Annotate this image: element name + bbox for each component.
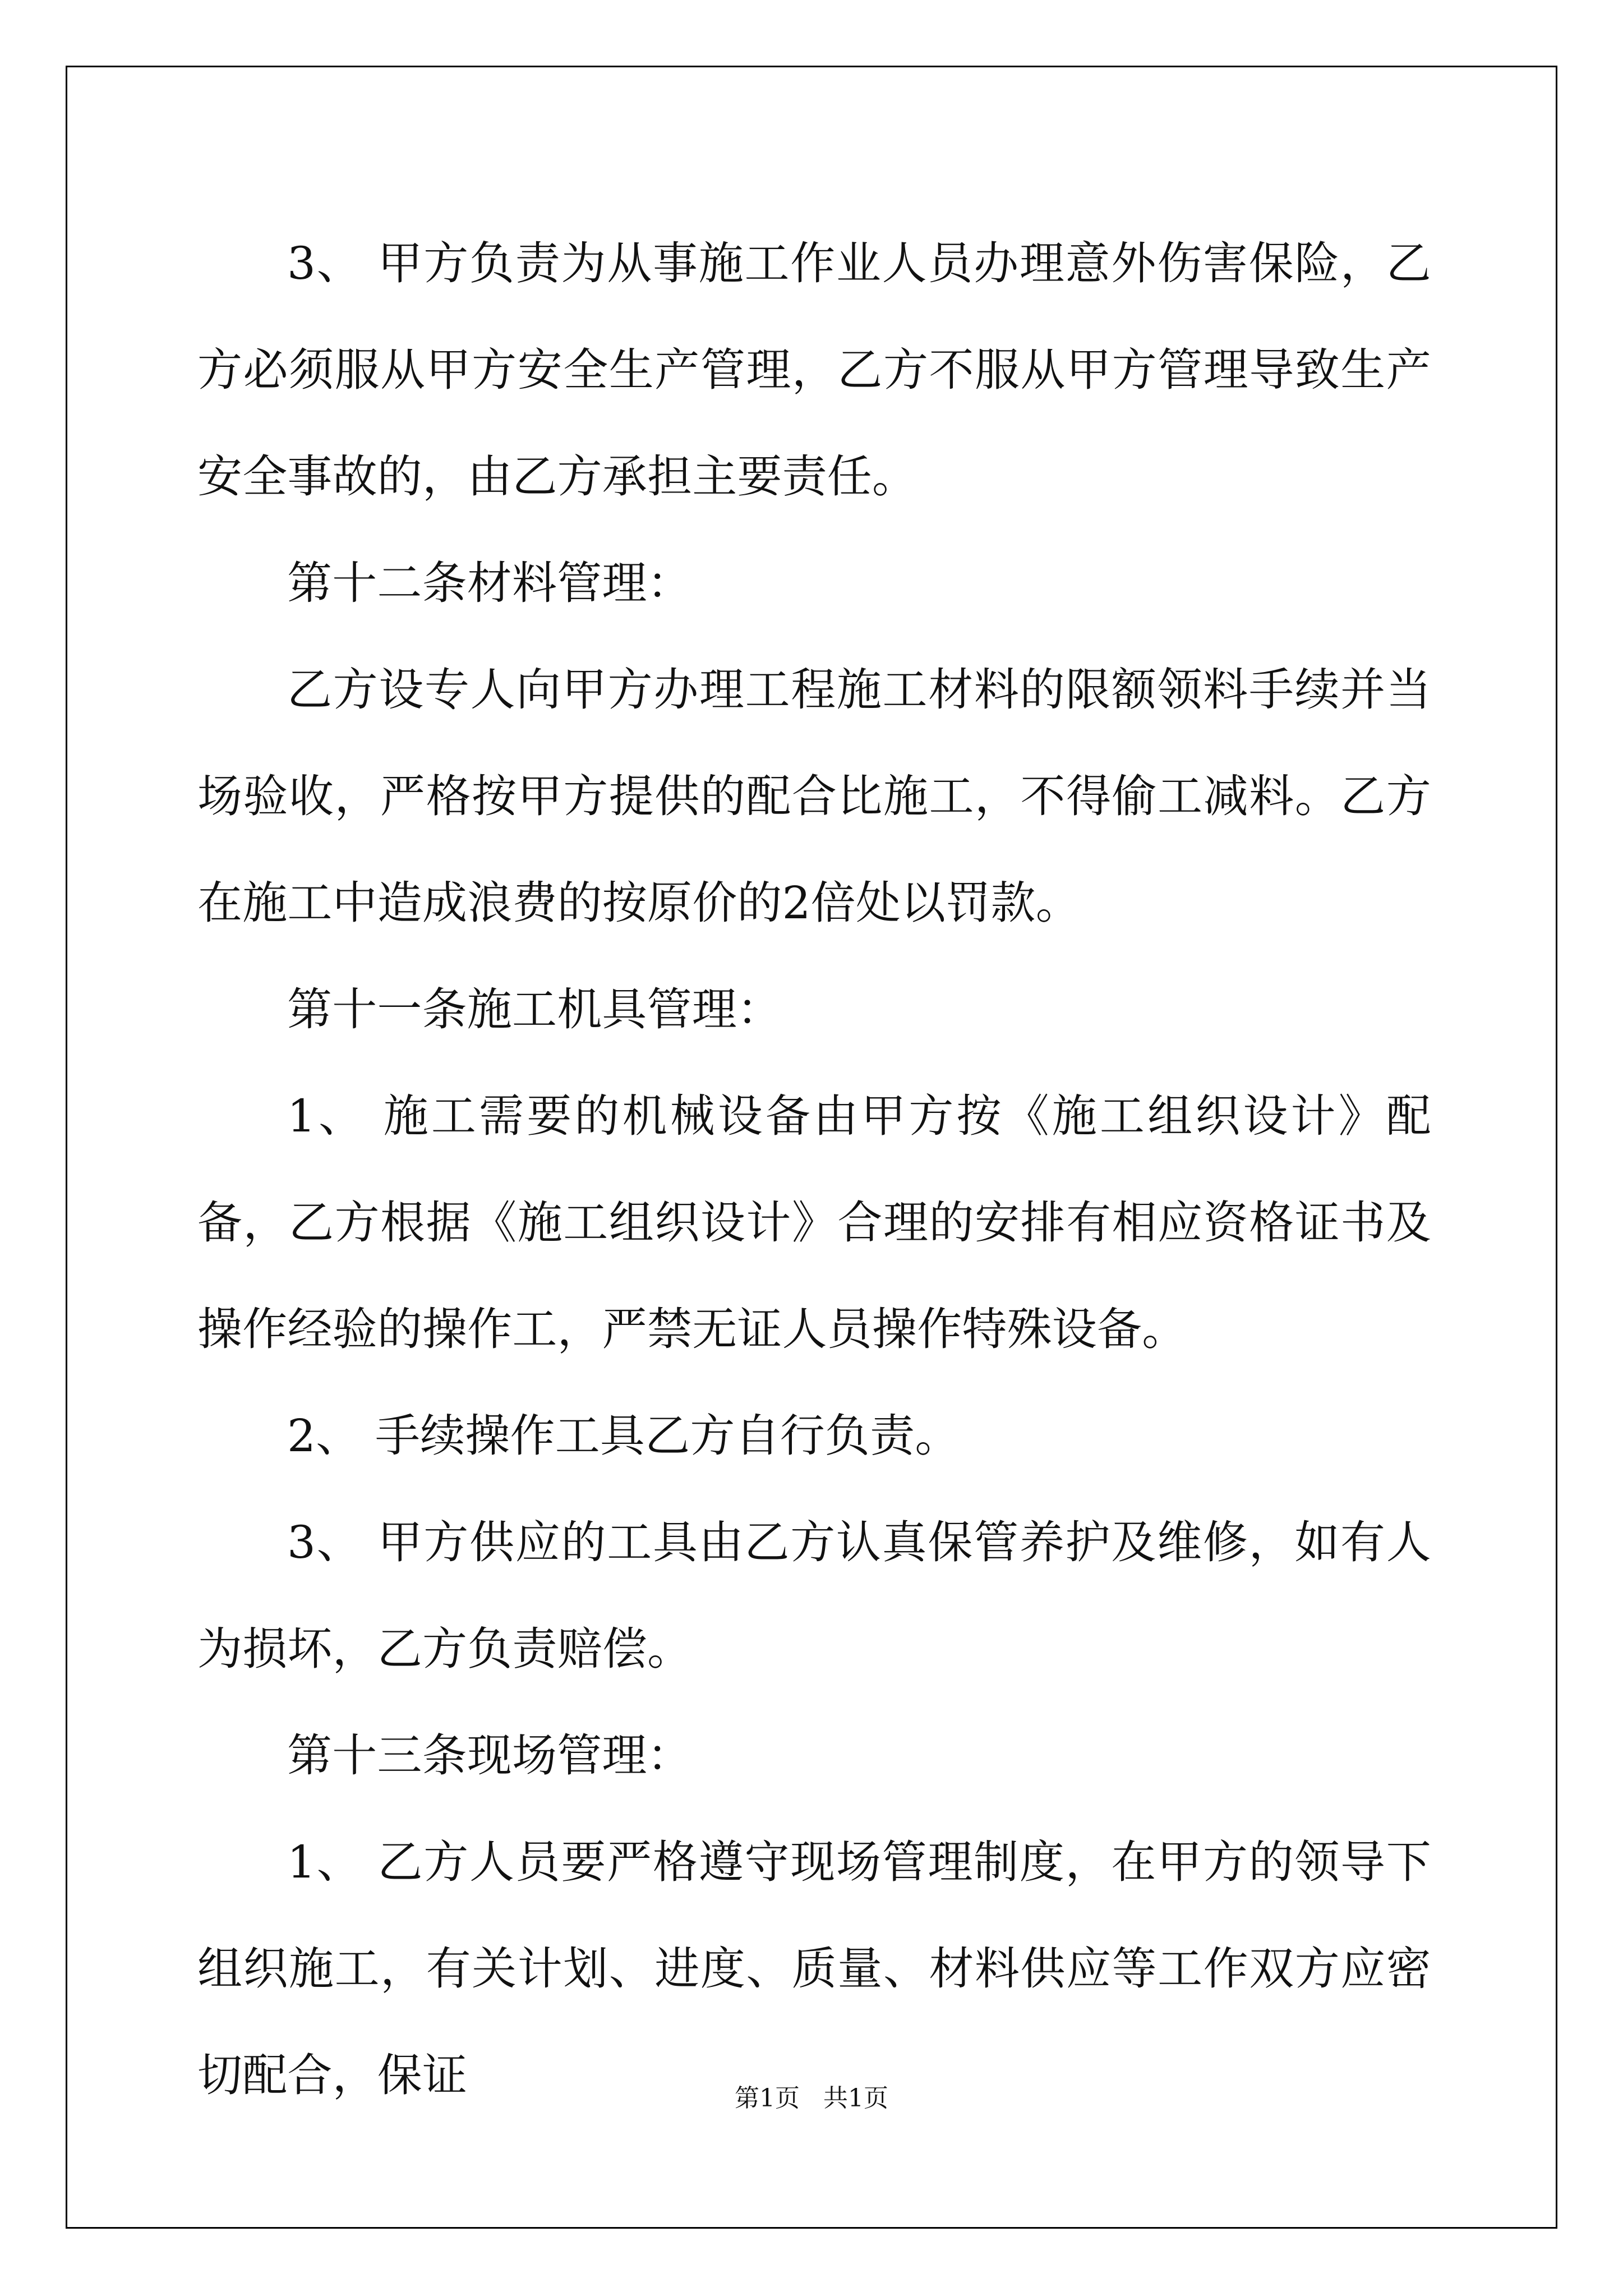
paragraph-materials: 乙方设专人向甲方办理工程施工材料的限额领料手续并当场验收，严格按甲方提供的配合比施工，不得偷工减料。乙方在施工中造成浪费的按原价的2倍处以罚款。 [197, 664, 1431, 929]
heading-article-11: 第十一条施工机具管理： [287, 983, 782, 1036]
heading-article-13: 第十三条现场管理： [287, 1729, 692, 1782]
page-number: 第1页 [735, 2084, 800, 2113]
paragraph-tool-maintenance: 3、 甲方供应的工具由乙方认真保管养护及维修，如有人为损坏，乙方负责赔偿。 [197, 1516, 1431, 1675]
paragraph-insurance: 3、 甲方负责为从事施工作业人员办理意外伤害保险，乙方必须服从甲方安全生产管理，乙方不服从甲方管理导致生产安全事故的，由乙方承担主要责任。 [197, 237, 1431, 503]
heading-article-12: 第十二条材料管理： [287, 557, 692, 609]
document-body [197, 210, 1431, 2129]
paragraph-machinery: 1、 施工需要的机械设备由甲方按《施工组织设计》配备，乙方根据《施工组织设计》合理的安排有相应资格证书及操作经验的操作工，严禁无证人员操作特殊设备。 [197, 1090, 1431, 1355]
page-footer [0, 2078, 1623, 2114]
paragraph-site-management: 1、 乙方人员要严格遵守现场管理制度，在甲方的领导下组织施工，有关计划、进度、质量、材料供应等工作双方应密切配合，保证 [197, 1836, 1431, 2101]
page-total: 共1页 [823, 2084, 888, 2113]
paragraph-hand-tools: 2、 手续操作工具乙方自行负责。 [287, 1410, 960, 1462]
